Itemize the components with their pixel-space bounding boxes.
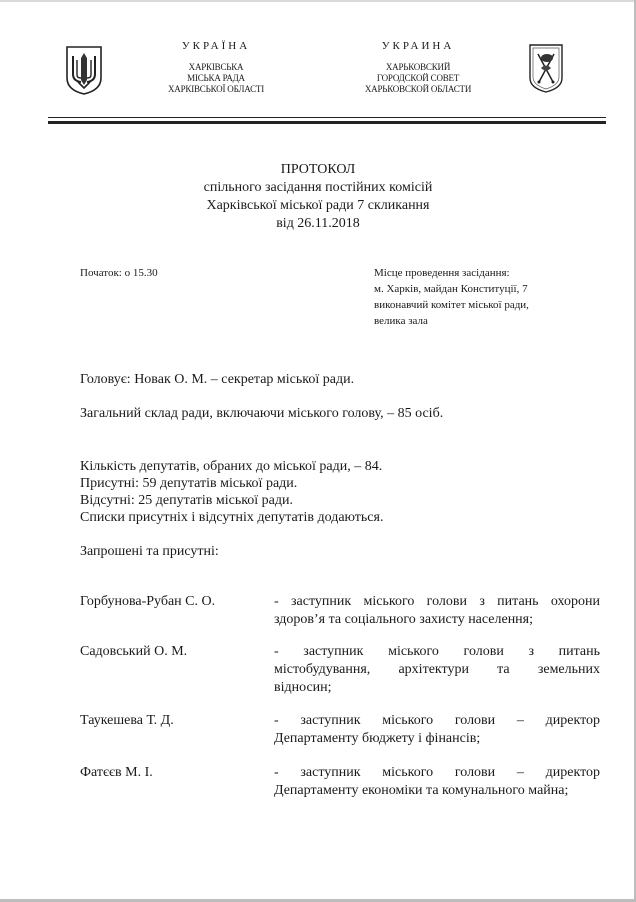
header-line: ХАРЬКОВСКОЙ ОБЛАСТИ (364, 84, 472, 94)
coat-of-arms-kharkiv-icon (527, 42, 565, 94)
role-line: - заступник міського голови – директор (274, 765, 600, 780)
header-divider-thin (48, 117, 606, 118)
invitee-role (274, 712, 600, 748)
absent-count: Відсутні: 25 депутатів міської ради. (80, 493, 294, 508)
coat-of-arms-ukraine-icon (64, 44, 104, 96)
invitee-name: Горбунова-Рубан С. О. (80, 594, 216, 609)
invited-heading: Запрошені та присутні: (80, 544, 219, 559)
header-line: ХАРКІВСЬКА (188, 62, 244, 72)
total-composition: Загальний склад ради, включаючи міського голову, – 85 осіб. (80, 406, 444, 421)
lists-note: Списки присутніх і відсутніх депутатів додаються. (80, 510, 384, 525)
invitee-role (274, 643, 600, 697)
header-country-ru: УКРАИНА (381, 40, 455, 52)
header-line: ХАРЬКОВСКИЙ (385, 62, 451, 72)
title-heading: ПРОТОКОЛ (280, 162, 356, 177)
header-divider-thick (48, 121, 606, 124)
title-line-2: Харківської міської ради 7 скликання (206, 198, 430, 213)
role-line: - заступник міського голови – директор (274, 713, 600, 728)
elected-count: Кількість депутатів, обраних до міської ради, – 84. (80, 459, 383, 474)
scan-edge-top (0, 0, 636, 2)
place-line: велика зала (374, 315, 428, 327)
header-line: ХАРКІВСЬКОЇ ОБЛАСТІ (168, 84, 264, 94)
place-line: Місце проведення засідання: (374, 267, 510, 279)
header-line: МІСЬКА РАДА (187, 73, 245, 83)
invitee-name: Фатєєв М. І. (80, 765, 153, 780)
title-line-1: спільного засідання постійних комісій (203, 180, 433, 195)
chair-line: Головує: Новак О. М. – секретар міської ради. (80, 372, 355, 387)
meeting-start: Початок: о 15.30 (80, 267, 158, 279)
meeting-place (374, 265, 604, 329)
title-date: від 26.11.2018 (276, 216, 360, 231)
header-ukrainian (138, 40, 294, 95)
invitee-role (274, 593, 600, 629)
role-line: Департаменту бюджету і фінансів; (274, 731, 481, 746)
present-count: Присутні: 59 депутатів міської ради. (80, 476, 298, 491)
header-country-ua: УКРАЇНА (181, 40, 251, 52)
invitee-role (274, 764, 600, 800)
role-line: - заступник міського голови з питань охорони (274, 594, 600, 609)
role-line: здоров’я та соціального захисту населення; (274, 612, 534, 627)
invitee-name: Садовський О. М. (80, 644, 188, 659)
place-line: виконавчий комітет міської ради, (374, 299, 529, 311)
document-title (0, 161, 636, 233)
role-line: - заступник міського голови з питань (274, 644, 600, 659)
invitee-name: Таукешева Т. Д. (80, 713, 174, 728)
role-line: містобудування, архітектури та земельних (274, 662, 600, 677)
role-line: відносин; (274, 680, 332, 695)
role-line: Департаменту економіки та комунального майна; (274, 783, 569, 798)
header-russian (340, 40, 496, 95)
header-line: ГОРОДСКОЙ СОВЕТ (376, 73, 460, 83)
place-line: м. Харків, майдан Конституції, 7 (374, 283, 528, 295)
